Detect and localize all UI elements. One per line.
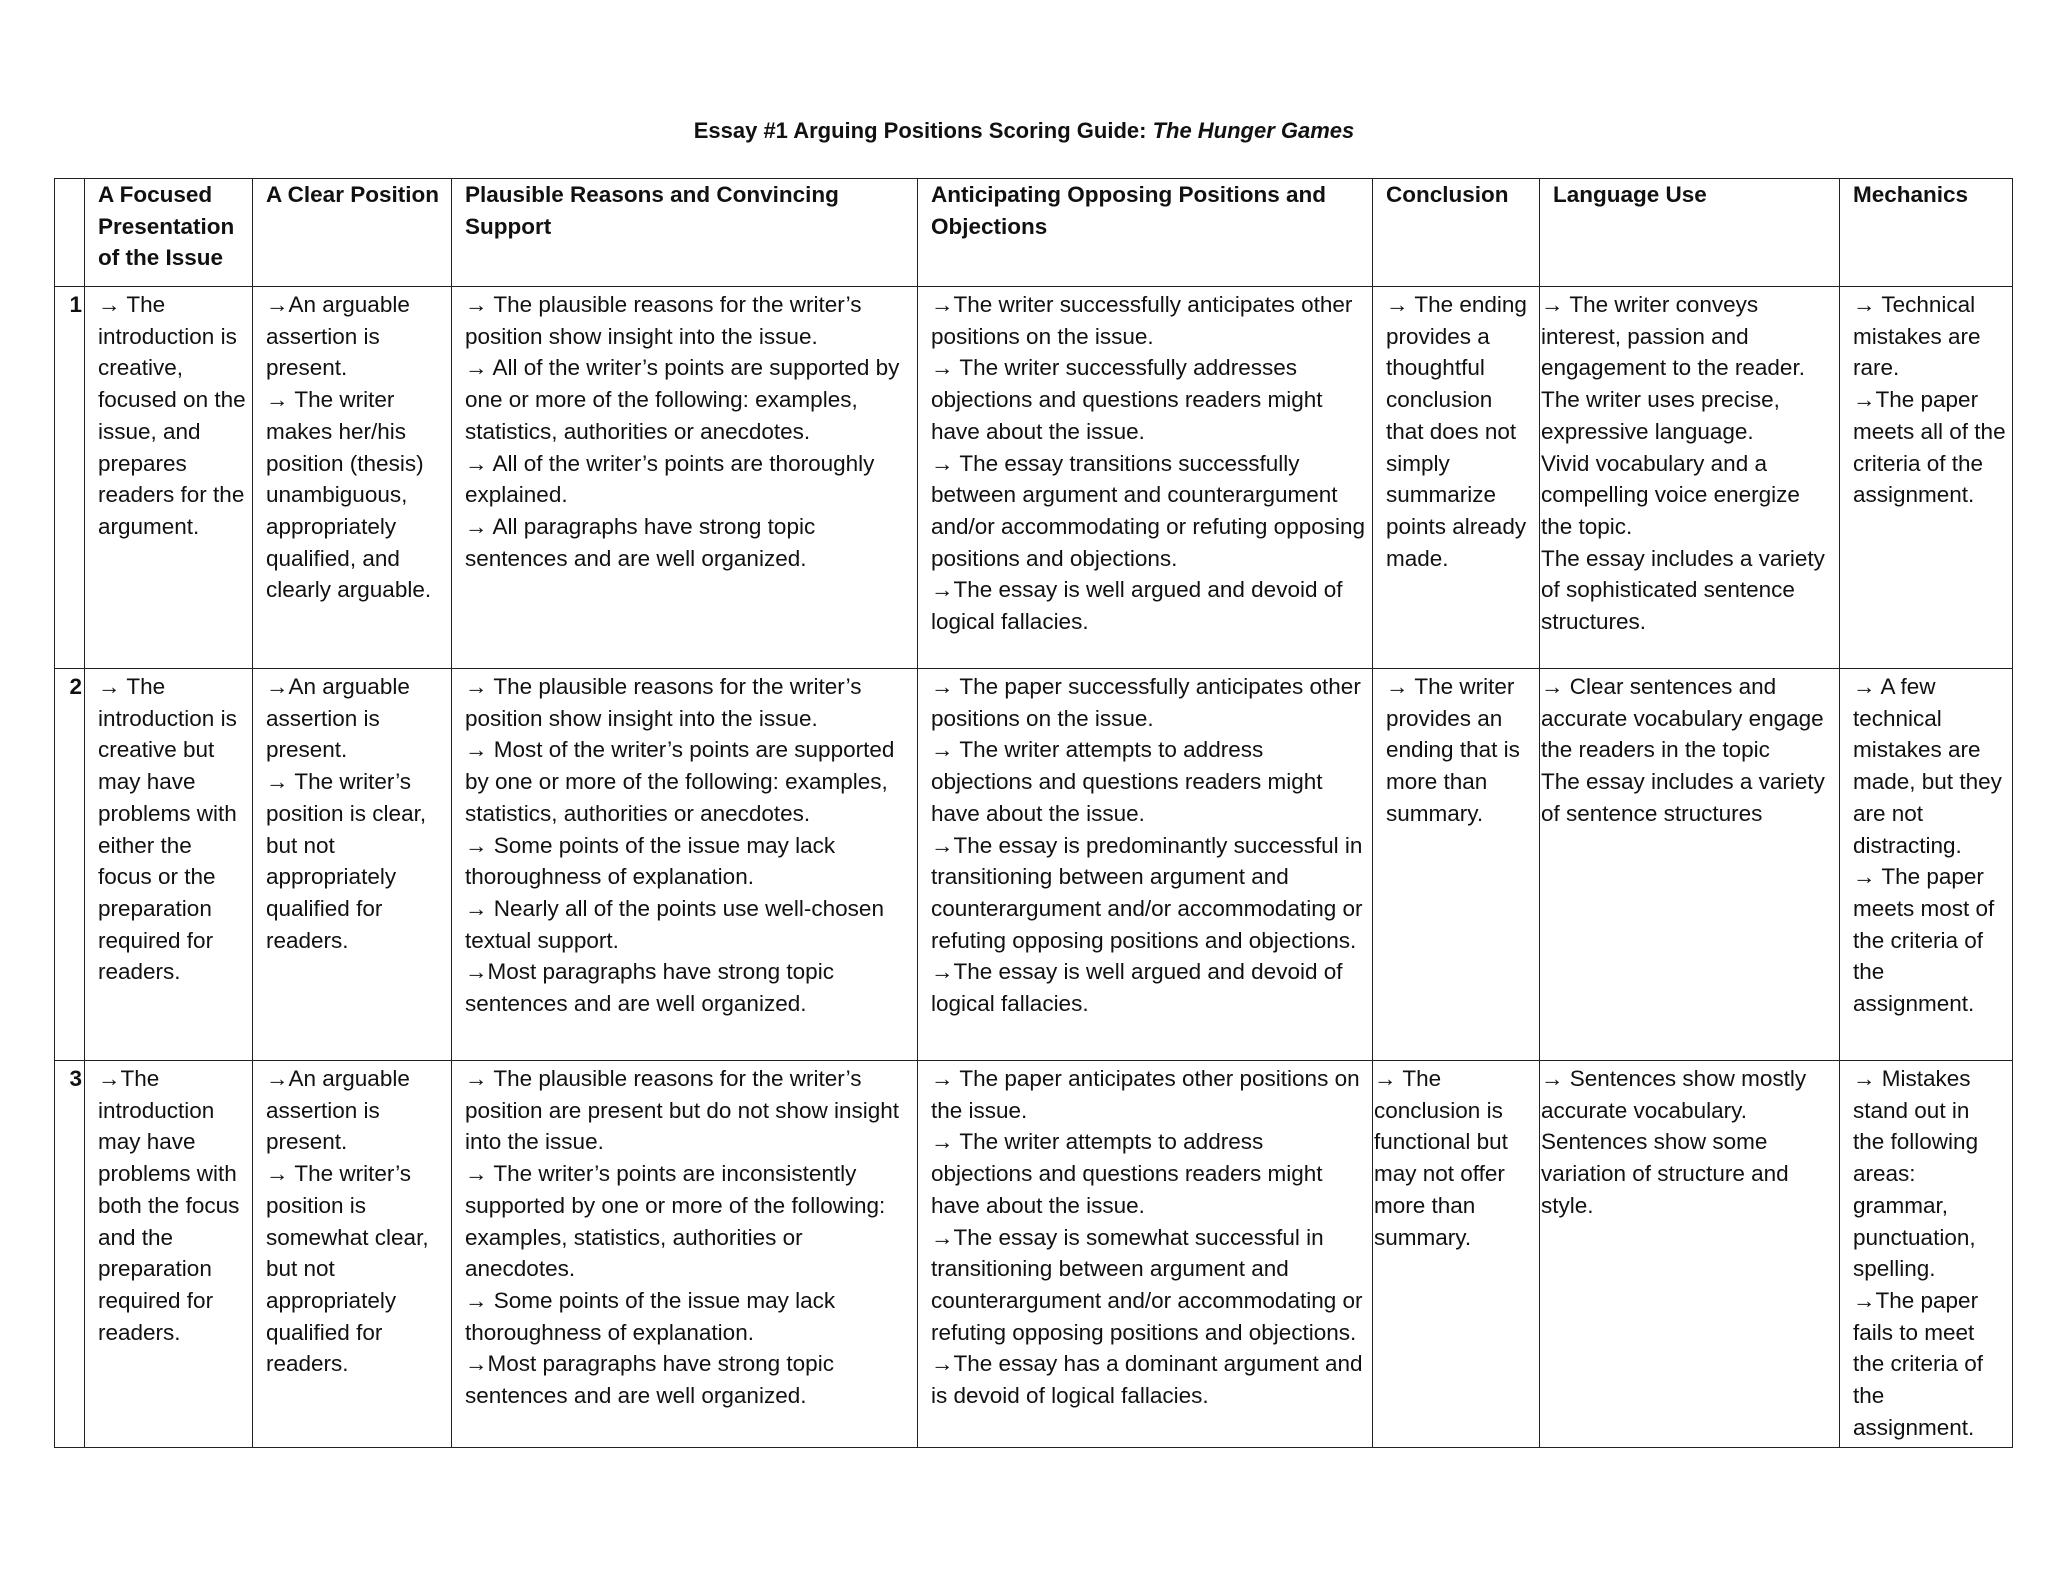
scoring-rubric-table: [54, 178, 2013, 1448]
mechanics-cell: → Mistakes stand out in the following areas: grammar, punctuation, spelling. →The paper fails to meet the criteria of the assignment.: [1840, 1061, 2013, 1448]
header-language-use: Language Use: [1540, 179, 1840, 287]
header-anticipating-positions: Anticipating Opposing Positions and Objections: [918, 179, 1373, 287]
clear-position-cell: →An arguable assertion is present. → The writer’s position is clear, but not appropriately qualified for readers.: [253, 669, 452, 1061]
header-plausible-reasons: Plausible Reasons and Convincing Support: [452, 179, 918, 287]
header-row: [55, 179, 2013, 287]
table-row: [55, 1061, 2013, 1448]
anticipating-positions-cell: →The writer successfully anticipates other positions on the issue. → The writer successfully addresses objections and questions readers might have about the issue. → The essay transitions successfully between argument and counterargument and/or accommodating or refuting opposing positions and objections. →The essay is well argued and devoid of logical fallacies.: [918, 287, 1373, 669]
header-clear-position: A Clear Position: [253, 179, 452, 287]
page-title: [0, 116, 2048, 146]
conclusion-cell: → The conclusion is functional but may not offer more than summary.: [1373, 1061, 1540, 1448]
mechanics-cell: → Technical mistakes are rare. →The paper meets all of the criteria of the assignment.: [1840, 287, 2013, 669]
header-conclusion: Conclusion: [1373, 179, 1540, 287]
focused-presentation-cell: → The introduction is creative, focused on the issue, and prepares readers for the argument.: [85, 287, 253, 669]
page-title-text: Essay #1 Arguing Positions Scoring Guide:: [693, 118, 1153, 143]
clear-position-cell: →An arguable assertion is present. → The writer’s position is somewhat clear, but not appropriately qualified for readers.: [253, 1061, 452, 1448]
page-title-book: The Hunger Games: [1152, 118, 1355, 143]
clear-position-cell: →An arguable assertion is present. → The writer makes her/his position (thesis) unambiguous, appropriately qualified, and clearly arguable.: [253, 287, 452, 669]
conclusion-cell: → The writer provides an ending that is more than summary.: [1373, 669, 1540, 1061]
plausible-reasons-cell: → The plausible reasons for the writer’s position are present but do not show insight into the issue. → The writer’s points are inconsistently supported by one or more of the following: examples, statistics, authorities or anecdotes. → Some points of the issue may lack thoroughness of explanation. →Most paragraphs have strong topic sentences and are well organized.: [452, 1061, 918, 1448]
conclusion-cell: → The ending provides a thoughtful conclusion that does not simply summarize points already made.: [1373, 287, 1540, 669]
header-focused-presentation: A Focused Presentation of the Issue: [85, 179, 253, 287]
score-cell: 3: [55, 1061, 85, 1448]
plausible-reasons-cell: → The plausible reasons for the writer’s position show insight into the issue. → All of the writer’s points are supported by one or more of the following: examples, statistics, authorities or anecdotes. → All of the writer’s points are thoroughly explained. → All paragraphs have strong topic sentences and are well organized.: [452, 287, 918, 669]
plausible-reasons-cell: → The plausible reasons for the writer’s position show insight into the issue. → Most of the writer’s points are supported by one or more of the following: examples, statistics, authorities or anecdotes. → Some points of the issue may lack thoroughness of explanation. → Nearly all of the points use well-chosen textual support. →Most paragraphs have strong topic sentences and are well organized.: [452, 669, 918, 1061]
language-use-cell: → Sentences show mostly accurate vocabulary. Sentences show some variation of structure and style.: [1540, 1061, 1840, 1448]
mechanics-cell: → A few technical mistakes are made, but they are not distracting. → The paper meets most of the criteria of the assignment.: [1840, 669, 2013, 1061]
header-mechanics: Mechanics: [1840, 179, 2013, 287]
score-cell: 1: [55, 287, 85, 669]
score-cell: 2: [55, 669, 85, 1061]
focused-presentation-cell: → The introduction is creative but may have problems with either the focus or the preparation required for readers.: [85, 669, 253, 1061]
language-use-cell: → Clear sentences and accurate vocabulary engage the readers in the topic The essay includes a variety of sentence structures: [1540, 669, 1840, 1061]
anticipating-positions-cell: → The paper anticipates other positions on the issue. → The writer attempts to address objections and questions readers might have about the issue. →The essay is somewhat successful in transitioning between argument and counterargument and/or accommodating or refuting opposing positions and objections. →The essay has a dominant argument and is devoid of logical fallacies.: [918, 1061, 1373, 1448]
anticipating-positions-cell: → The paper successfully anticipates other positions on the issue. → The writer attempts to address objections and questions readers might have about the issue. →The essay is predominantly successful in transitioning between argument and counterargument and/or accommodating or refuting opposing positions and objections. →The essay is well argued and devoid of logical fallacies.: [918, 669, 1373, 1061]
language-use-cell: → The writer conveys interest, passion and engagement to the reader. The writer uses precise, expressive language. Vivid vocabulary and a compelling voice energize the topic. The essay includes a variety of sophisticated sentence structures.: [1540, 287, 1840, 669]
header-score: [55, 179, 85, 287]
table-row: [55, 287, 2013, 669]
table-row: [55, 669, 2013, 1061]
focused-presentation-cell: →The introduction may have problems with both the focus and the preparation required for readers.: [85, 1061, 253, 1448]
